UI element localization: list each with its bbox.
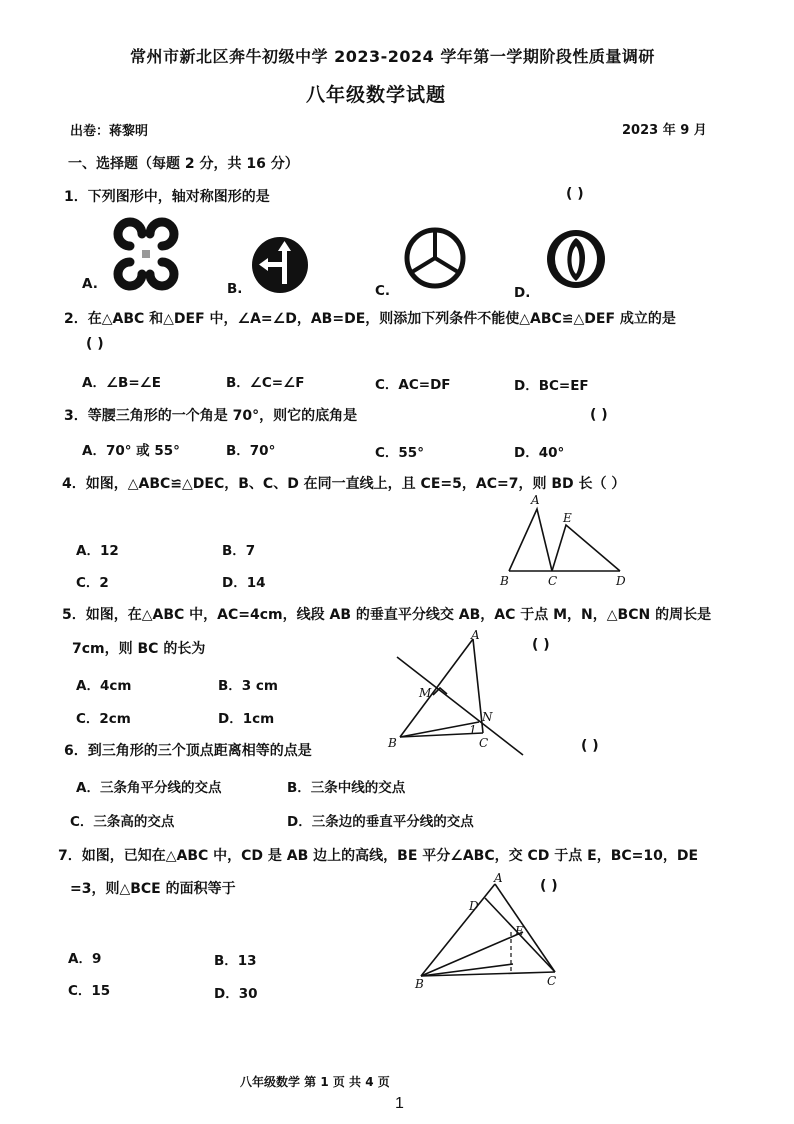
q1-option-b: B.	[227, 281, 243, 297]
author-line: 出卷：蒋黎明	[70, 124, 149, 139]
q2-option-b: B．∠C=∠F	[226, 375, 305, 391]
section-heading: 一、选择题（每题 2 分，共 16 分）	[68, 156, 299, 172]
q3-option-c: C．55°	[375, 445, 424, 461]
q6-option-b: B．三条中线的交点	[287, 780, 406, 796]
question-2-stem: 2．在△ABC 和△DEF 中，∠A=∠D，AB=DE，则添加下列条件不能使△ABC≌△DEF 成立的是	[64, 311, 676, 327]
q7-option-d: D．30	[214, 986, 258, 1002]
page-number: 1	[395, 1095, 404, 1112]
page-footer: 八年级数学 第 1 页 共 4 页	[240, 1075, 390, 1089]
question-6-stem: 6．到三角形的三个顶点距离相等的点是	[64, 743, 312, 759]
question-3-answer-paren: ( )	[590, 407, 608, 423]
q4-label-b: B	[500, 574, 509, 588]
q7-option-b: B．13	[214, 953, 257, 969]
four-lobed-clover-logo	[108, 216, 184, 292]
q5-option-a: A．4cm	[76, 678, 132, 694]
q4-option-d: D．14	[222, 575, 266, 591]
q7-label-c: C	[547, 974, 557, 988]
q4-option-b: B．7	[222, 543, 256, 559]
q1-option-a: A.	[82, 276, 98, 292]
question-5-stem-line1: 5．如图，在△ABC 中，AC=4cm，线段 AB 的垂直平分线交 AB，AC 于点 M，N，△BCN 的周长是	[62, 607, 712, 623]
q3-option-d: D．40°	[514, 445, 565, 461]
q1-option-c: C.	[375, 283, 391, 299]
q2-option-d: D．BC=EF	[514, 378, 589, 394]
q7-label-b: B	[415, 977, 424, 991]
exam-subtitle: 八年级数学试题	[306, 84, 447, 106]
q4-option-c: C．2	[76, 575, 109, 591]
question-5-answer-paren: ( )	[532, 637, 550, 653]
q2-option-a: A．∠B=∠E	[82, 375, 161, 391]
q1-option-d: D.	[514, 285, 531, 301]
q4-label-c: C	[548, 574, 558, 588]
question-3-stem: 3．等腰三角形的一个角是 70°，则它的底角是	[64, 408, 358, 424]
q5-label-a: A	[471, 628, 480, 642]
question-7-answer-paren: ( )	[540, 878, 558, 894]
q5-label-b: B	[388, 736, 397, 750]
q4-label-e: E	[563, 511, 572, 525]
q5-option-c: C．2cm	[76, 711, 131, 727]
question-7-stem-line2: =3，则△BCE 的面积等于	[70, 881, 236, 897]
question-7-stem-line1: 7．如图，已知在△ABC 中，CD 是 AB 边上的高线，BE 平分∠ABC，交 CD 于点 E，BC=10，DE	[58, 848, 699, 864]
q3-option-b: B．70°	[226, 443, 276, 459]
q6-option-d: D．三条边的垂直平分线的交点	[287, 814, 474, 830]
date-line: 2023 年 9 月	[622, 123, 707, 138]
question-1-answer-paren: ( )	[566, 186, 584, 202]
q7-triangle-figure	[405, 870, 575, 995]
road-sign-arrows-logo	[251, 236, 309, 294]
q7-label-a: A	[494, 871, 503, 885]
q5-triangle-figure	[385, 625, 535, 755]
q5-label-angle-1: 1	[469, 723, 477, 737]
q2-option-c: C．AC=DF	[375, 377, 451, 393]
question-5-stem-line2: 7cm，则 BC 的长为	[72, 641, 206, 657]
oval-flame-logo	[545, 228, 607, 290]
exam-title: 常州市新北区奔牛初级中学 2023-2024 学年第一学期阶段性质量调研	[130, 47, 655, 66]
q6-option-a: A．三条角平分线的交点	[76, 780, 222, 796]
question-2-answer-paren: ( )	[86, 336, 104, 352]
q5-option-b: B．3 cm	[218, 678, 278, 694]
q3-option-a: A．70° 或 55°	[82, 443, 180, 459]
q7-label-e: E	[515, 924, 524, 938]
question-4-stem: 4．如图，△ABC≌△DEC，B、C、D 在同一直线上，且 CE=5，AC=7，则 BD 长（ ）	[62, 476, 626, 492]
q4-triangle-figure	[495, 492, 635, 592]
q4-option-a: A．12	[76, 543, 119, 559]
question-1-stem: 1．下列图形中，轴对称图形的是	[64, 189, 270, 205]
q5-option-d: D．1cm	[218, 711, 275, 727]
q4-label-a: A	[531, 493, 540, 507]
q7-label-d: D	[469, 899, 479, 913]
q5-label-c: C	[479, 736, 489, 750]
q5-label-m: M	[419, 686, 432, 700]
q7-option-c: C．15	[68, 983, 111, 999]
q7-option-a: A．9	[68, 951, 102, 967]
three-pointed-star-logo	[404, 227, 466, 289]
q4-label-d: D	[616, 574, 626, 588]
q6-option-c: C．三条高的交点	[70, 814, 175, 830]
question-6-answer-paren: ( )	[581, 738, 599, 754]
q5-label-n: N	[482, 710, 493, 724]
